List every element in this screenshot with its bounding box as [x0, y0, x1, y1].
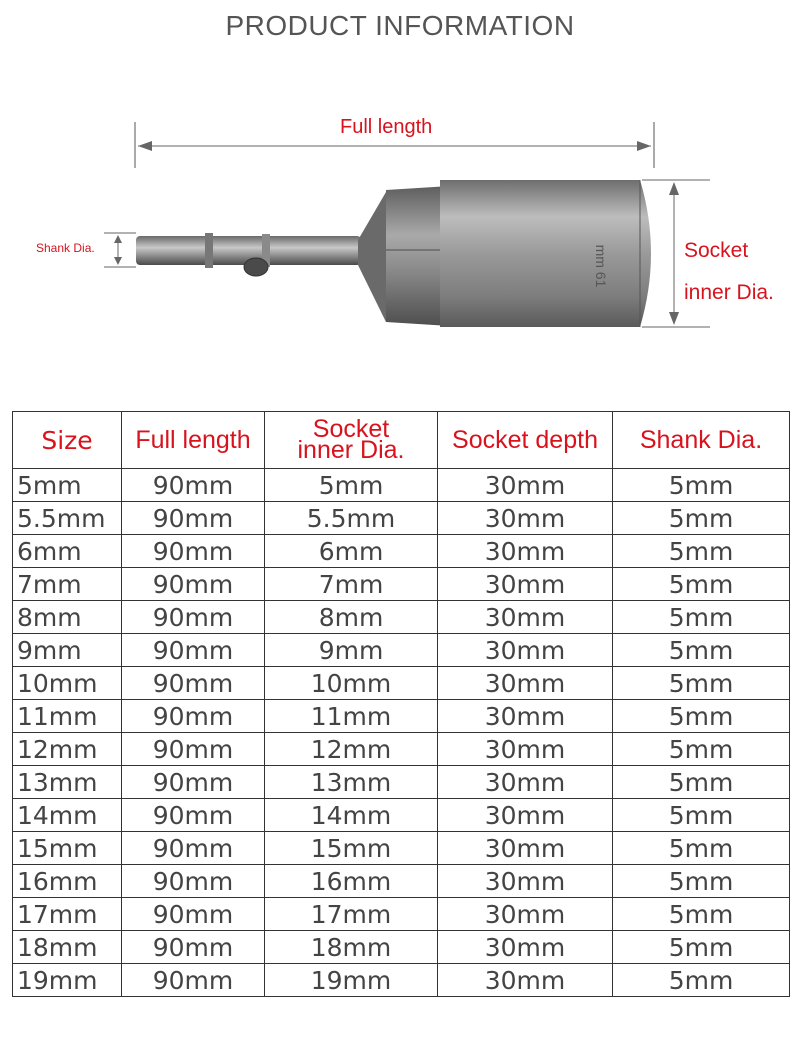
table-header-row	[13, 412, 790, 469]
socket-depth-cell: 30mm	[438, 601, 613, 634]
socket-depth-cell: 30mm	[438, 700, 613, 733]
shank-dia-cell: 5mm	[613, 766, 790, 799]
full-length-cell: 90mm	[122, 700, 265, 733]
socket-label-line1: Socket	[684, 239, 749, 262]
header-socket-depth: Socket depth	[438, 412, 613, 469]
size-cell: 16mm	[13, 865, 122, 898]
svg-text:mm 61: mm 61	[593, 244, 609, 288]
table-row	[13, 865, 790, 898]
full-length-cell: 90mm	[122, 931, 265, 964]
socket-label-line2: inner Dia.	[684, 281, 774, 304]
full-length-cell: 90mm	[122, 667, 265, 700]
table-row	[13, 502, 790, 535]
table-row	[13, 898, 790, 931]
full-length-cell: 90mm	[122, 865, 265, 898]
size-cell: 17mm	[13, 898, 122, 931]
socket-inner-dia-cell: 17mm	[265, 898, 438, 931]
size-cell: 15mm	[13, 832, 122, 865]
socket-inner-dia-cell: 11mm	[265, 700, 438, 733]
table-row	[13, 535, 790, 568]
table-row	[13, 667, 790, 700]
socket-depth-cell: 30mm	[438, 964, 613, 997]
socket-depth-cell: 30mm	[438, 568, 613, 601]
socket-inner-dia-label	[684, 230, 774, 314]
socket-inner-dia-cell: 10mm	[265, 667, 438, 700]
socket-inner-dia-cell: 12mm	[265, 733, 438, 766]
table-row	[13, 799, 790, 832]
size-cell: 14mm	[13, 799, 122, 832]
size-cell: 13mm	[13, 766, 122, 799]
spec-table	[12, 411, 790, 997]
size-cell: 8mm	[13, 601, 122, 634]
socket-inner-dia-cell: 5mm	[265, 469, 438, 502]
socket-depth-cell: 30mm	[438, 535, 613, 568]
socket-inner-dia-cell: 8mm	[265, 601, 438, 634]
size-cell: 5.5mm	[13, 502, 122, 535]
table-row	[13, 601, 790, 634]
socket-bit-illustration	[0, 100, 800, 360]
table-row	[13, 700, 790, 733]
header-shank-dia: Shank Dia.	[613, 412, 790, 469]
full-length-cell: 90mm	[122, 535, 265, 568]
socket-depth-cell: 30mm	[438, 898, 613, 931]
size-cell: 18mm	[13, 931, 122, 964]
shank-dia-cell: 5mm	[613, 667, 790, 700]
socket-inner-dia-cell: 16mm	[265, 865, 438, 898]
shank-dia-cell: 5mm	[613, 733, 790, 766]
shank-dia-cell: 5mm	[613, 898, 790, 931]
shank-dia-cell: 5mm	[613, 634, 790, 667]
full-length-label: Full length	[340, 116, 433, 138]
shank-dia-label: Shank Dia.	[36, 241, 95, 255]
product-diagram	[0, 100, 800, 360]
full-length-cell: 90mm	[122, 634, 265, 667]
socket-depth-cell: 30mm	[438, 832, 613, 865]
socket-inner-dia-cell: 14mm	[265, 799, 438, 832]
socket-inner-dia-cell: 15mm	[265, 832, 438, 865]
shank-dia-cell: 5mm	[613, 568, 790, 601]
socket-inner-dia-cell: 6mm	[265, 535, 438, 568]
socket-depth-cell: 30mm	[438, 667, 613, 700]
socket-inner-dia-cell: 7mm	[265, 568, 438, 601]
socket-inner-dia-cell: 13mm	[265, 766, 438, 799]
full-length-cell: 90mm	[122, 469, 265, 502]
socket-depth-cell: 30mm	[438, 865, 613, 898]
socket-depth-cell: 30mm	[438, 799, 613, 832]
socket-depth-cell: 30mm	[438, 634, 613, 667]
full-length-cell: 90mm	[122, 832, 265, 865]
size-cell: 6mm	[13, 535, 122, 568]
full-length-cell: 90mm	[122, 766, 265, 799]
socket-inner-dia-cell: 19mm	[265, 964, 438, 997]
ball-detent	[244, 258, 268, 276]
size-cell: 12mm	[13, 733, 122, 766]
table-row	[13, 832, 790, 865]
shank-dia-cell: 5mm	[613, 865, 790, 898]
size-cell: 5mm	[13, 469, 122, 502]
shank-dia-cell: 5mm	[613, 964, 790, 997]
table-row	[13, 634, 790, 667]
shank-dia-cell: 5mm	[613, 502, 790, 535]
table-row	[13, 766, 790, 799]
shank-dia-cell: 5mm	[613, 931, 790, 964]
socket-depth-cell: 30mm	[438, 733, 613, 766]
header-size: Size	[13, 412, 122, 469]
socket-depth-cell: 30mm	[438, 469, 613, 502]
table-row	[13, 469, 790, 502]
header-full-length: Full length	[122, 412, 265, 469]
full-length-cell: 90mm	[122, 898, 265, 931]
shank-dia-cell: 5mm	[613, 469, 790, 502]
table-row	[13, 733, 790, 766]
shank-dia-cell: 5mm	[613, 832, 790, 865]
full-length-cell: 90mm	[122, 799, 265, 832]
shank-dia-cell: 5mm	[613, 700, 790, 733]
socket-depth-cell: 30mm	[438, 931, 613, 964]
shank-dia-cell: 5mm	[613, 799, 790, 832]
shank-dia-cell: 5mm	[613, 535, 790, 568]
size-cell: 9mm	[13, 634, 122, 667]
socket-inner-dia-cell: 5.5mm	[265, 502, 438, 535]
header-socket-line1: Socket	[312, 415, 390, 443]
size-cell: 7mm	[13, 568, 122, 601]
socket-inner-dia-cell: 18mm	[265, 931, 438, 964]
socket-inner-dia-cell: 9mm	[265, 634, 438, 667]
size-cell: 19mm	[13, 964, 122, 997]
size-cell: 11mm	[13, 700, 122, 733]
socket-depth-cell: 30mm	[438, 502, 613, 535]
shank-dia-cell: 5mm	[613, 601, 790, 634]
full-length-cell: 90mm	[122, 568, 265, 601]
table-row	[13, 568, 790, 601]
size-cell: 10mm	[13, 667, 122, 700]
table-row	[13, 964, 790, 997]
full-length-cell: 90mm	[122, 733, 265, 766]
hex-cone	[358, 192, 386, 322]
table-body	[13, 469, 790, 997]
socket-depth-cell: 30mm	[438, 766, 613, 799]
socket-body	[440, 180, 651, 327]
page-title: PRODUCT INFORMATION	[225, 10, 575, 41]
table-row	[13, 931, 790, 964]
header-socket-line2: inner Dia.	[297, 436, 405, 464]
full-length-cell: 90mm	[122, 964, 265, 997]
header-socket-inner-dia	[265, 412, 438, 469]
full-length-cell: 90mm	[122, 502, 265, 535]
full-length-cell: 90mm	[122, 601, 265, 634]
